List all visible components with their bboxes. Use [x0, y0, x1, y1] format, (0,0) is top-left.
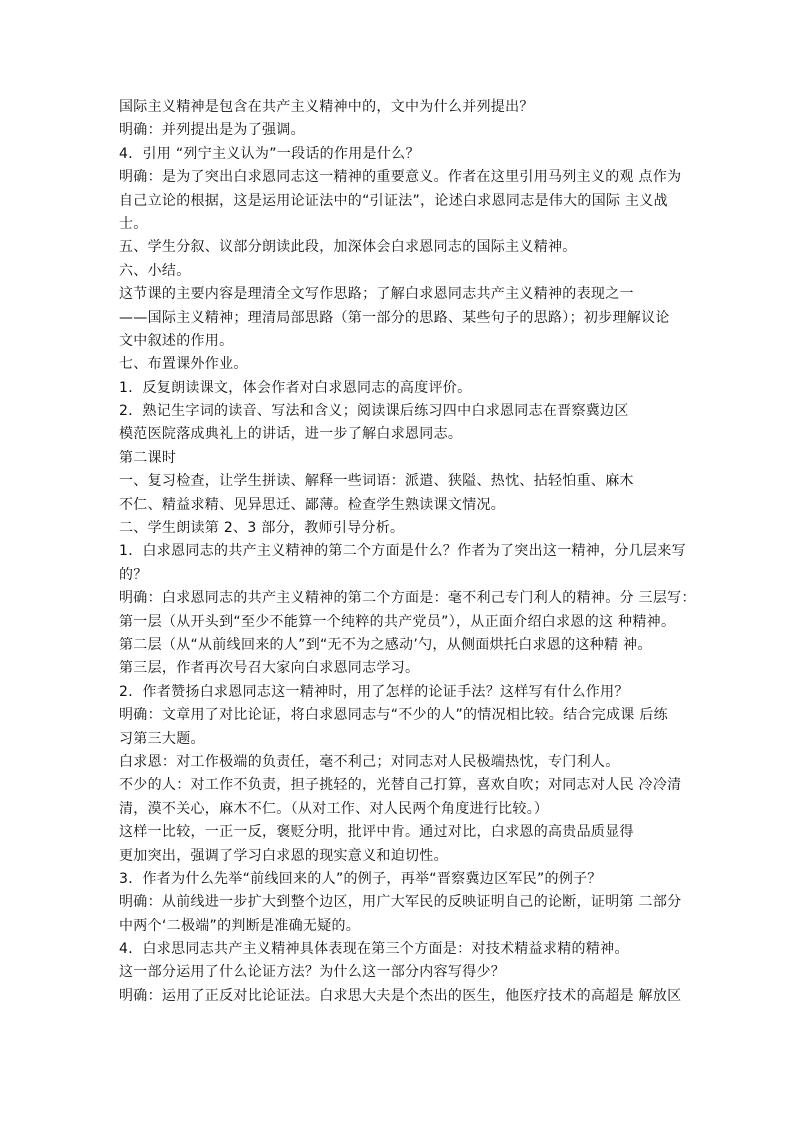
text-line: 明确：文章用了对比论证，将白求恩同志与“不少的人”的情况相比较。结合完成课 后练: [119, 707, 668, 724]
text-line: 明确：并列提出是为了强调。: [119, 122, 305, 139]
document-page: [119, 96, 696, 1008]
section-heading: 第二课时: [119, 449, 177, 466]
text-line: 这节课的主要内容是理清全文写作思路；了解白求恩同志共产主义精神的表现之一: [119, 286, 634, 303]
text-line: 明确：白求恩同志的共产主义精神的第二个方面是：毫不利己专门利人的精神。分 三层写：: [119, 590, 696, 607]
text-line: 更加突出，强调了学习白求恩的现实意义和迫切性。: [119, 847, 448, 864]
text-line: 国际主义精神是包含在共产主义精神中的，文中为什么并列提出？: [119, 99, 534, 115]
text-line: 明确：是为了突出白求恩同志这一精神的重要意义。作者在这里引用马列主义的观 点作为: [119, 169, 682, 186]
text-line: 3．作者为什么先举“前线回来的人”的例子，再举“晋察冀边区军民”的例子？: [119, 870, 602, 887]
text-line: 白求恩：对工作极端的负责任，毫不利己；对同志对人民极端热忱，专门利人。: [119, 753, 620, 770]
text-line: 中两个‘二极端”的判断是准确无疑的。: [119, 917, 361, 934]
text-line: 1．白求恩同志的共产主义精神的第二个方面是什么？作者为了突出这一精神，分几层来写: [119, 543, 686, 560]
text-line: 这一部分运用了什么论证方法？为什么这一部分内容写得少？: [119, 964, 506, 981]
text-line: ——国际主义精神；理清局部思路（第一部分的思路、某些句子的思路）；初步理解议论: [119, 309, 670, 326]
text-line: 模范医院落成典礼上的讲话，进一步了解白求恩同志。: [119, 426, 463, 443]
text-line: 这样一比较，一正一反，褒贬分明，批评中肯。通过对比，白求恩的高贵品质显得: [119, 824, 634, 841]
text-line: 第二层（从“从前线回来的人”到“无不为之感动’勺，从侧面烘托白求恩的这种精 神。: [119, 636, 652, 653]
section-heading: 七、布置课外作业。: [119, 356, 248, 373]
text-line: 第一层（从开头到“至少不能算一个纯粹的共产党员”），从正面介绍白求恩的这 种精神。: [119, 613, 676, 630]
text-line: 习第三大题。: [119, 730, 205, 747]
text-line: 明确：运用了正反对比论证法。白求思大夫是个杰出的医生，他医疗技术的高超是 解放区: [119, 987, 682, 1004]
text-line: 第三层，作者再次号召大家向白求恩同志学习。: [119, 660, 420, 677]
text-line: 2．熟记生字词的读音、写法和含义；阅读课后练习四中白求恩同志在晋察冀边区: [119, 403, 629, 420]
section-heading: 六、小结。: [119, 262, 191, 279]
text-line: 4．白求思同志共产主义精神具体表现在第三个方面是：对技术精益求精的精神。: [119, 941, 629, 958]
text-line: 清，漠不关心，麻木不仁。（从对工作、对人民两个角度进行比较。）: [119, 800, 549, 817]
text-line: 自己立论的根据，这是运用论证法中的“引证法”，论述白求恩同志是伟大的国际 主义战: [119, 192, 668, 209]
text-line: 2．作者赞扬白求恩同志这一精神时，用了怎样的论证手法？这样写有什么作用？: [119, 683, 629, 700]
text-line: 的？: [119, 566, 148, 583]
text-line: 明确：从前线进一步扩大到整个边区，用广大军民的反映证明自己的论断，证明第 二部分: [119, 894, 682, 911]
text-line: 不仁、精益求精、见异思迁、鄙薄。检查学生熟读课文情况。: [119, 496, 506, 513]
text-line: 4．引用 “列宁主义认为”一段话的作用是什么？: [119, 145, 420, 162]
text-line: 文中叙述的作用。: [119, 332, 234, 349]
section-heading: 五、学生分叙、议部分朗读此段，加深体会白求恩同志的国际主义精神。: [119, 239, 577, 256]
section-heading: 二、学生朗读第 2、3 部分，教师引导分析。: [119, 520, 405, 537]
text-line: 士。: [119, 215, 148, 232]
text-line: 一、复习检查，让学生拼读、解释一些词语：派遣、狭隘、热忱、拈轻怕重、麻木: [119, 473, 634, 490]
text-line: 不少的人：对工作不负责，担子挑轻的，光替自己打算，喜欢自吹；对同志对人民 冷冷清: [119, 777, 682, 794]
text-line: 1．反复朗读课文，体会作者对白求恩同志的高度评价。: [119, 379, 472, 396]
